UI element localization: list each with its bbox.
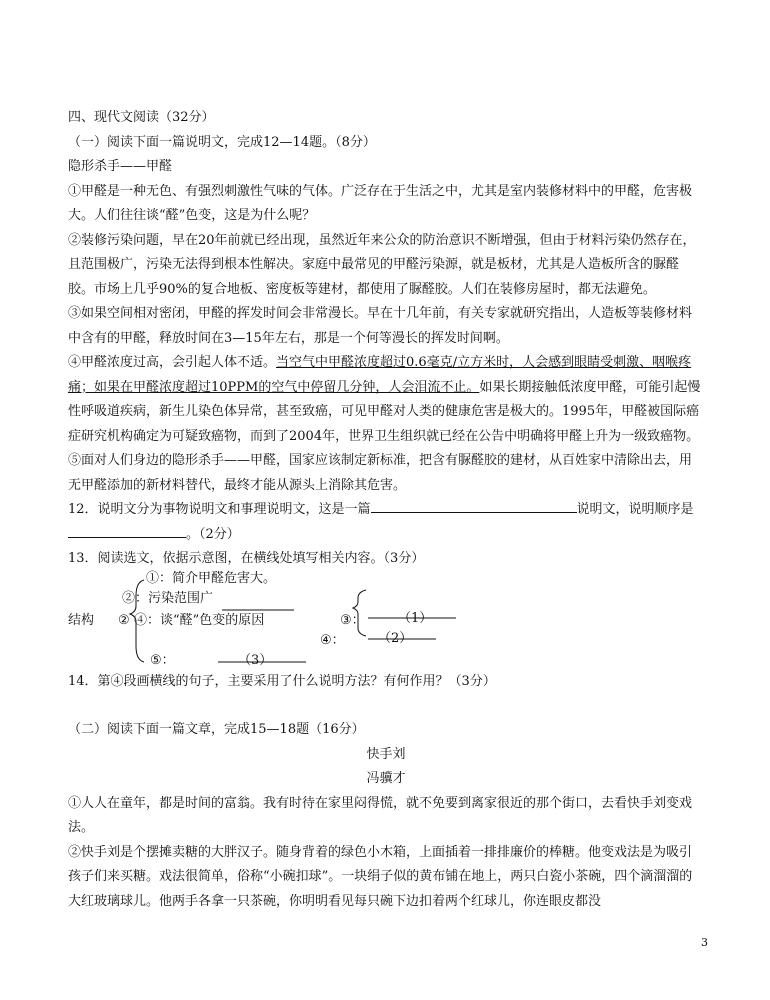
part1-instruction: （一）阅读下面一篇说明文，完成12—14题。（8分） [68,134,376,150]
question-13: 13．阅读选文，依据示意图，在横线处填写相关内容。（3分） [68,551,425,566]
diagram-node-4: ④： [320,632,345,648]
diagram-blank-3[interactable]: （3） [238,652,273,668]
diagram-blank-2[interactable]: （2） [378,630,413,646]
underlined-sentence: 当空气中甲醛浓度超过0.6毫克/立方米时，人会感到眼睛受刺激、咽喉疼痛；如果在甲醛浓度超过10PPM的空气中停留几分钟，人会泪流不止。 [68,355,692,395]
story-author: 冯骥才 [366,771,406,786]
question-12-text-c: 。（2分） [186,526,240,542]
part2-instruction: （二）阅读下面一篇文章，完成15—18题（16分） [68,722,365,737]
spacer [68,694,704,718]
paragraph-3: ③如果空间相对密闭，甲醛的挥发时间会非常漫长。早在十几年前，有关专家就研究指出，人造板等装修材料中含有的甲醛，释放时间在3—15年左右，那是一个何等漫长的挥发时间啊。 [68,306,693,346]
question-12 [68,498,704,547]
page-number: 3 [701,936,708,949]
paragraph-4-rest: 如果长期接触低浓度甲醛，可能引起慢性呼吸道疾病，新生儿染色体异常，甚至致癌，可见甲醛对人类的健康危害是极大的。1995年，甲醛被国际癌症研究机构确定为可疑致癌物，而到了2004年，世界卫生组织就已经在公告中明确将甲醛上升为一级致癌物。 [68,379,701,444]
paragraph-1: ①甲醛是一种无色、有强烈刺激性气味的气体。广泛存在于生活之中，尤其是室内装修材料中的甲醛，危害极大。人们往往谈“醛”色变，这是为什么呢？ [68,183,693,223]
diagram-node-5: ⑤： [150,652,175,668]
diagram-node-2: ② [118,612,130,628]
document-page [68,106,704,914]
question-12-text-b: 说明文，说明顺序是 [576,502,694,517]
answer-blank-type[interactable] [371,498,577,513]
story-paragraph-1: ①人人在童年，都是时间的富翁。我有时待在家里闷得慌，就不免要到离家很近的那个街口，去看快手刘变戏法。 [68,795,693,835]
section-title: 四、现代文阅读（32分） [68,110,215,125]
diagram-item-4: ④：谈“醛”色变的原因 [134,612,265,628]
diagram-item-1: ①：简介甲醛危害大。 [146,570,277,586]
diagram-blank-1[interactable]: （1） [398,610,433,626]
question-14: 14．第④段画横线的句子，主要采用了什么说明方法？有何作用？（3分） [68,673,496,689]
paragraph-5: ⑤面对人们身边的隐形杀手——甲醛，国家应该制定新标准，把含有脲醛胶的建材，从百姓家中清除出去，用无甲醛添加的新材料替代，最终才能从源头上消除其危害。 [68,453,693,493]
answer-blank-order[interactable] [68,523,186,538]
paragraph-2: ②装修污染问题，早在20年前就已经出现，虽然近年来公众的防治意识不断增强，但由于材料污染仍然存在，且范围极广，污染无法得到根本性解决。家庭中最常见的甲醛污染源，就是板材，尤其是人造板所含的脲醛胶。市场上几乎90%的复合地板、密度板等建材，都使用了脲醛胶。人们在装修房屋时，都无法避免。 [68,232,696,297]
article-title: 隐形杀手——甲醛 [68,159,173,174]
story-paragraph-2: ②快手刘是个摆摊卖糖的大胖汉子。随身背着的绿色小木箱，上面插着一排排廉价的棒糖。他变戏法是为吸引孩子们来买糖。戏法很简单，俗称“小碗扣球”。一块绢子似的黄布铺在地上，两只白瓷小茶碗，四个滴溜溜的大红玻璃球儿。他两手各拿一只茶碗，你明明看见每只碗下边扣着两个红球儿，你连眼皮都没 [68,844,693,909]
question-12-text-a: 12．说明文分为事物说明文和事理说明文，这是一篇 [68,502,371,517]
paragraph-4 [68,351,704,449]
story-title: 快手刘 [366,746,406,762]
diagram-item-2: ②：污染范围广 [122,590,214,606]
paragraph-4-lead: ④甲醛浓度过高，会引起人体不适。 [68,355,277,370]
structure-diagram [68,572,704,670]
diagram-node-3: ③： [340,612,365,628]
diagram-root-label: 结构 [68,612,95,628]
